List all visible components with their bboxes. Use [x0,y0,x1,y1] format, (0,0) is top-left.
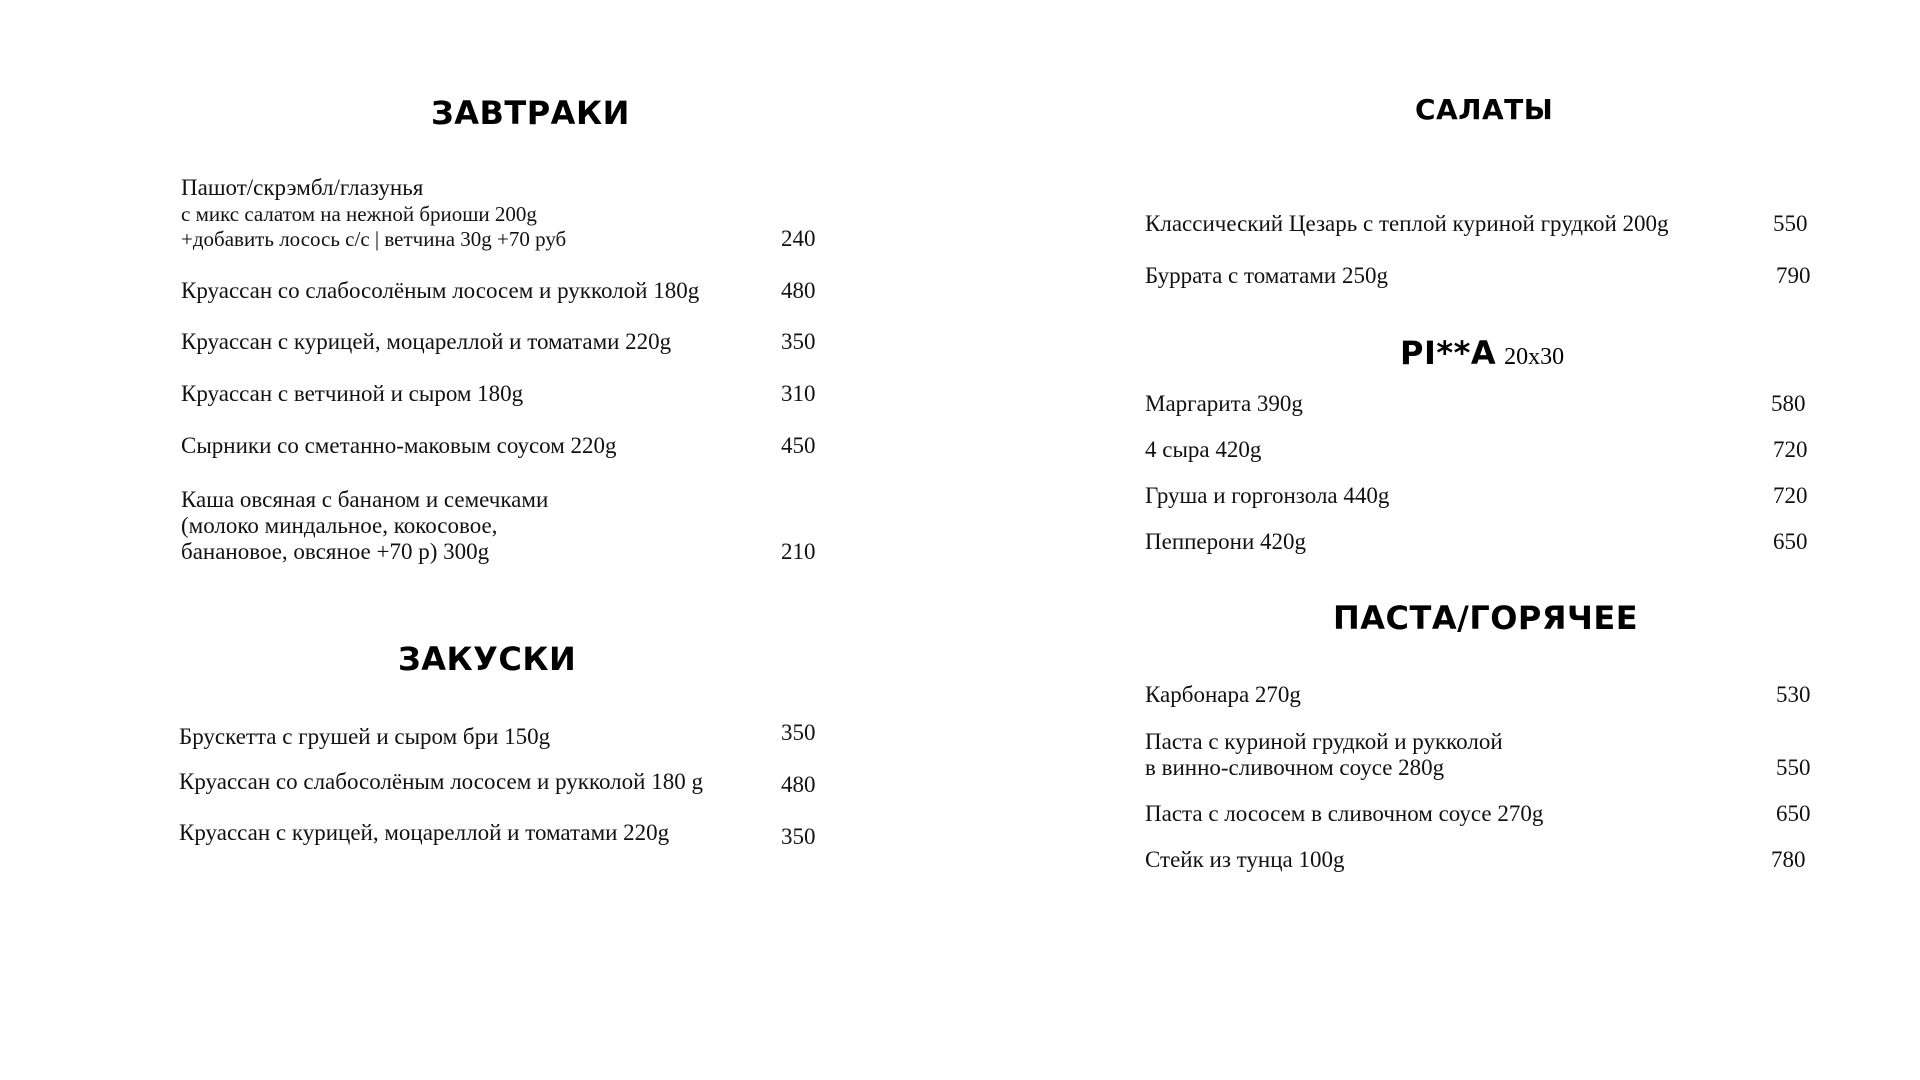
item-price: 580 [1771,391,1806,416]
item-price: 350 [781,824,816,849]
item-price: 550 [1773,211,1808,236]
item-name: Паста с лососем в сливочном соусе 270g [1145,801,1544,826]
item-price: 650 [1776,801,1811,826]
item-name-line: Каша овсяная с бананом и семечками [181,487,549,512]
item-name: Круассан со слабосолёным лососем и рукколой 180 g [179,769,703,794]
item-price: 350 [781,329,816,354]
item-price: 780 [1771,847,1806,872]
item-price: 550 [1776,755,1811,780]
item-name-line: Паста с куриной грудкой и рукколой [1145,729,1503,754]
item-price: 720 [1773,437,1808,462]
pizza-title-text: PI**A [1400,334,1497,372]
item-price: 480 [781,278,816,303]
item-name: Брускетта с грушей и сыром бри 150g [179,724,551,749]
item-price: 450 [781,433,816,458]
section-title-breakfast: ЗАВТРАКИ [431,94,630,132]
section-title-snacks: ЗАКУСКИ [398,640,577,678]
item-price: 650 [1773,529,1808,554]
section-title-pasta: ПАСТА/ГОРЯЧЕЕ [1333,599,1639,637]
item-name: Сырники со сметанно-маковым соусом 220g [181,433,617,458]
item-price: 530 [1776,682,1811,707]
item-price: 720 [1773,483,1808,508]
item-price: 790 [1776,263,1811,288]
item-price: 310 [781,381,816,406]
item-price: 210 [781,539,816,564]
item-price: 480 [781,772,816,797]
item-name: Буррата с томатами 250g [1145,263,1388,288]
item-name: Пепперони 420g [1145,529,1307,554]
item-name: Круассан со слабосолёным лососем и рукколой 180g [181,278,700,303]
item-name: Круассан с курицей, моцареллой и томатами 220g [181,329,672,354]
item-name: Карбонара 270g [1145,682,1301,707]
item-name: Стейк из тунца 100g [1145,847,1345,872]
item-price: 240 [781,226,816,251]
item-name-line: банановое, овсяное +70 р) 300g [181,539,490,564]
section-title-salads: САЛАТЫ [1415,93,1554,126]
item-name-line: (молоко миндальное, кокосовое, [181,513,498,538]
item-name: Классический Цезарь с теплой куриной грудкой 200g [1145,211,1669,236]
item-name-line: с микс салатом на нежной бриоши 200g [181,202,537,226]
item-name-line: +добавить лосось с/с | ветчина 30g +70 руб [181,227,567,251]
section-title-pizza [1400,334,1565,372]
item-name: Груша и горгонзола 440g [1145,483,1390,508]
item-name-line: Пашот/скрэмбл/глазунья [181,175,424,200]
item-name: Маргарита 390g [1145,391,1303,416]
item-name: 4 сыра 420g [1145,437,1262,462]
item-name-line: в винно-сливочном соусе 280g [1145,755,1445,780]
pizza-size: 20х30 [1504,344,1565,370]
item-name: Круассан с ветчиной и сыром 180g [181,381,524,406]
item-name: Круассан с курицей, моцареллой и томатами 220g [179,820,670,845]
item-price: 350 [781,720,816,745]
